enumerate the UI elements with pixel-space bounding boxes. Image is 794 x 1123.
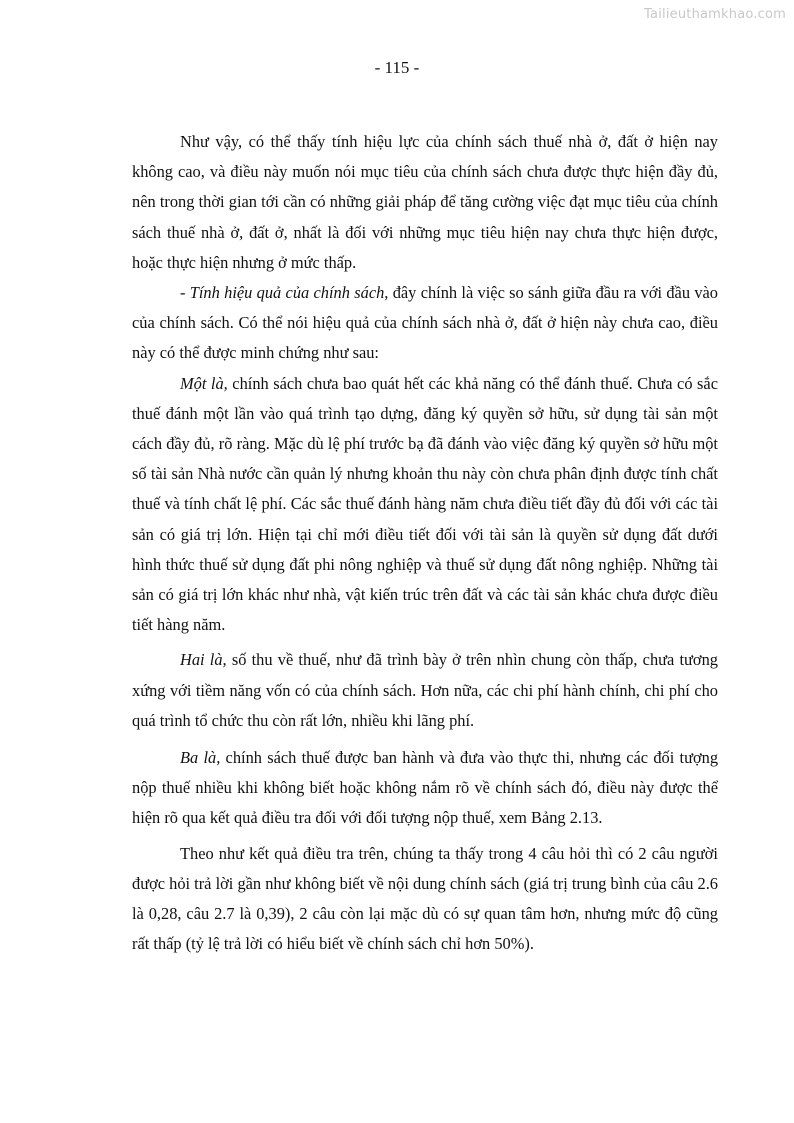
paragraph-text-point-three: chính sách thuế được ban hành và đưa vào thực thi, nhưng các đối tượng nộp thuế nhiều khi không biết hoặc không nắm rõ về chính sách đó, điều này được thể hiện rõ qua kết quả điều tra đối với đối tượng nộp thuế, xem Bảng 2.13. (132, 748, 719, 828)
paragraph-efficiency (132, 278, 718, 369)
document-body (132, 127, 718, 959)
paragraph-text-point-one: chính sách chưa bao quát hết các khả năng có thể đánh thuế. Chưa có sắc thuế đánh một lần vào quá trình tạo dựng, đăng ký quyền sở hữu, sử dụng tài sản một cách đầy đủ, rõ ràng. Mặc dù lệ phí trước bạ đã đánh vào việc đăng ký quyền sở hữu một số tài sản Nhà nước cần quản lý nhưng khoản thu này còn chưa phân định được tính chất thuế và tính chất lệ phí. Các sắc thuế đánh hàng năm chưa điều tiết đầy đủ đối với các tài sản có giá trị lớn. Hiện tại chỉ mới điều tiết đối với tài sản là quyền sử dụng đất dưới hình thức thuế sử dụng đất phi nông nghiệp và thuế sử dụng đất nông nghiệp. Những tài sản có giá trị lớn khác như nhà, vật kiến trúc trên đất và các tài sản khác chưa được điều tiết hàng năm. (132, 373, 718, 635)
paragraph-survey-results: Theo như kết quả điều tra trên, chúng ta thấy trong 4 câu hỏi thì có 2 câu người được hỏi trả lời gần như không biết về nội dung chính sách (giá trị trung bình của câu 2.6 là 0,28, câu 2.7 là 0,39), 2 câu còn lại mặc dù có sự quan tâm hơn, nhưng mức độ cũng rất thấp (tỷ lệ trả lời có hiểu biết về chính sách chỉ hơn 50%). (132, 843, 718, 954)
paragraph-point-one (132, 369, 718, 641)
paragraph-lead-efficiency: - Tính hiệu quả của chính sách, (180, 283, 389, 303)
page-number: - 115 - (374, 58, 420, 77)
paragraph-lead-point-one: Một là, (180, 373, 228, 393)
paragraph-lead-point-two: Hai là, (180, 650, 227, 670)
paragraph-text-efficiency: đây chính là việc so sánh giữa đầu ra với đầu vào của chính sách. Có thể nói hiệu quả của chính sách nhà ở, đất ở hiện này chưa cao, điều này có thể được minh chứng như sau: (132, 283, 718, 363)
watermark-text: Tailieuthamkhao.com (644, 7, 786, 22)
paragraph-text-point-two: số thu về thuế, như đã trình bày ở trên nhìn chung còn thấp, chưa tương xứng với tiềm năng vốn có của chính sách. Hơn nữa, các chi phí hành chính, chi phí cho quá trình tổ chức thu còn rất lớn, nhiều khi lãng phí. (132, 650, 718, 730)
paragraph-lead-point-three: Ba là, (180, 748, 221, 768)
paragraph-point-two (132, 645, 718, 736)
paragraph-effectiveness-summary: Như vậy, có thể thấy tính hiệu lực của chính sách thuế nhà ở, đất ở hiện nay không cao, và điều này muốn nói mục tiêu của chính sách chưa được thực hiện đầy đủ, nên trong thời gian tới cần có những giải pháp để tăng cường việc đạt mục tiêu của chính sách thuế nhà ở, đất ở, nhất là đối với những mục tiêu hiện nay chưa thực hiện được, hoặc thực hiện nhưng ở mức thấp. (132, 132, 718, 272)
paragraph-point-three (132, 743, 718, 834)
